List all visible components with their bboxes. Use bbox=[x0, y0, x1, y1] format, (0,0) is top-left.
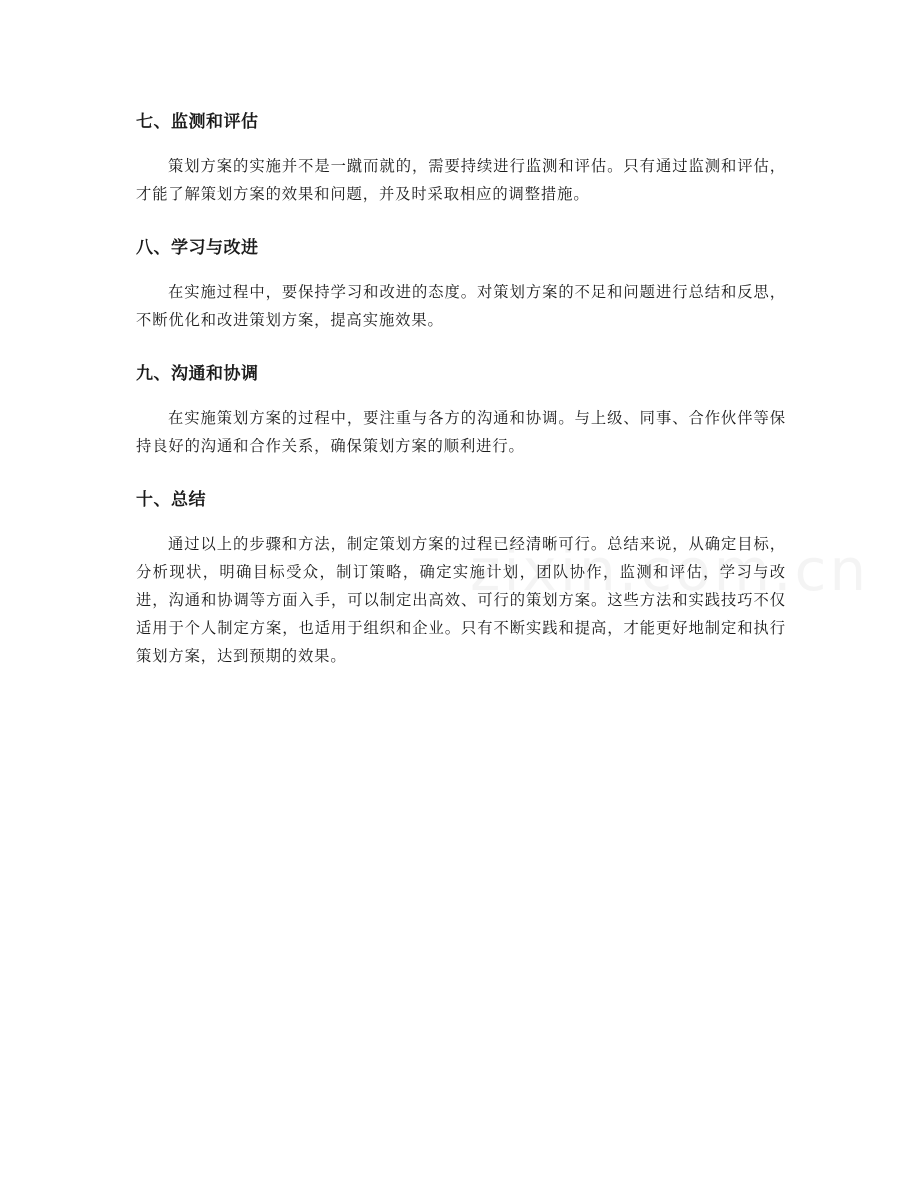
section-communication bbox=[136, 356, 786, 460]
section-learning bbox=[136, 230, 786, 334]
section-summary bbox=[136, 482, 786, 670]
section-paragraph: 通过以上的步骤和方法，制定策划方案的过程已经清晰可行。总结来说，从确定目标，分析现状，明确目标受众，制订策略，确定实施计划，团队协作，监测和评估，学习与改进，沟通和协调等方面入手，可以制定出高效、可行的策划方案。这些方法和实践技巧不仅适用于个人制定方案，也适用于组织和企业。只有不断实践和提高，才能更好地制定和执行策划方案，达到预期的效果。 bbox=[136, 535, 786, 665]
section-heading: 八、学习与改进 bbox=[136, 238, 259, 258]
section-paragraph: 在实施过程中，要保持学习和改进的态度。对策划方案的不足和问题进行总结和反思，不断优化和改进策划方案，提高实施效果。 bbox=[136, 283, 786, 329]
section-heading: 七、监测和评估 bbox=[136, 112, 259, 132]
section-paragraph: 在实施策划方案的过程中，要注重与各方的沟通和协调。与上级、同事、合作伙伴等保持良好的沟通和合作关系，确保策划方案的顺利进行。 bbox=[136, 409, 786, 455]
section-heading: 九、沟通和协调 bbox=[136, 364, 259, 384]
section-monitoring bbox=[136, 104, 786, 208]
document-body bbox=[136, 104, 786, 692]
section-heading: 十、总结 bbox=[136, 490, 206, 510]
section-paragraph: 策划方案的实施并不是一蹴而就的，需要持续进行监测和评估。只有通过监测和评估，才能了解策划方案的效果和问题，并及时采取相应的调整措施。 bbox=[136, 157, 786, 203]
